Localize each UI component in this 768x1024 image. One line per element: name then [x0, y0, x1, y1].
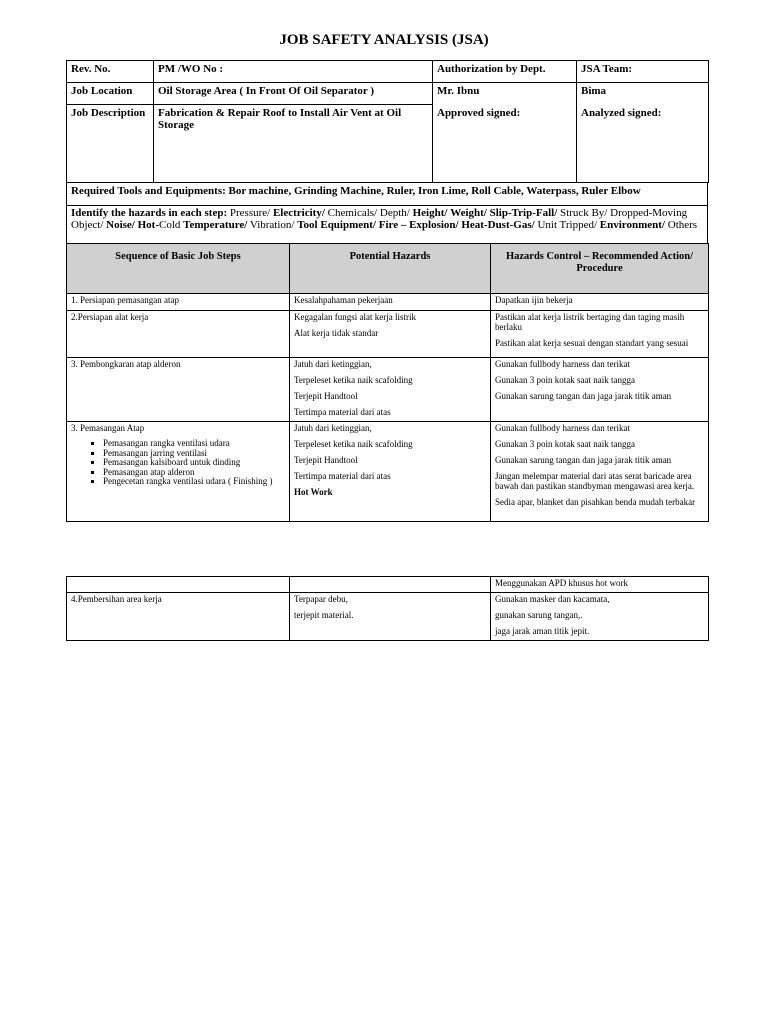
hazard-text: Terjepit Handtool	[294, 391, 358, 401]
list-item: ▪ Pemasangan kalsiboard untuk dinding	[103, 458, 285, 468]
approved-label: Approved signed:	[433, 105, 577, 183]
step-cell	[67, 577, 290, 593]
step-cell: 2.Persiapan alat kerja	[67, 311, 290, 358]
continuation-table	[66, 576, 709, 641]
rev-no-label: Rev. No.	[67, 61, 154, 83]
control-text: Pastikan alat kerja listrik bertaging dan taging masih berlaku	[495, 312, 685, 332]
job-location-value: Oil Storage Area ( In Front Of Oil Separator )	[154, 83, 433, 105]
step-cell: 3. Pembongkaran atap alderon	[67, 358, 290, 422]
control-text: gunakan sarung tangan,.	[495, 610, 583, 620]
hazard-keyword: Dropped-Moving Object/	[71, 207, 688, 231]
control-text: Gunakan fullbody harness dan terikat	[495, 423, 630, 433]
table-row	[67, 294, 709, 311]
job-desc-value: Fabrication & Repair Roof to Install Air Vent at Oil Storage	[154, 105, 433, 183]
hazard-text: Kegagalan fungsi alat kerja listrik	[294, 312, 416, 322]
page-title: JOB SAFETY ANALYSIS (JSA)	[279, 32, 489, 48]
table-row	[67, 311, 709, 358]
list-item: ▪ Pengecetan rangka ventilasi udara ( Finishing )	[103, 477, 285, 487]
hazard-text: Tertimpa material dari atas	[294, 471, 391, 481]
control-text: Pastikan alat kerja sesuai dengan standart yang sesuai	[495, 338, 689, 348]
hazard-keyword: Chemicals/	[327, 207, 378, 219]
hazard-keyword: Hot-	[137, 219, 160, 231]
hazards-identify-table	[66, 205, 708, 244]
control-text: Gunakan sarung tangan dan jaga jarak titik aman	[495, 455, 672, 465]
hazard-keyword: Temperature/	[183, 219, 248, 231]
hazard-keyword: Fire – Explosion/	[378, 219, 459, 231]
hazard-text: Terjepit Handtool	[294, 455, 358, 465]
hazard-text: Jatuh dari ketinggian,	[294, 423, 372, 433]
step-cell: 1. Persiapan pemasangan atap	[67, 294, 290, 311]
hazard-text: Jatuh dari ketinggian,	[294, 359, 372, 369]
table-row	[67, 577, 709, 593]
hazards-cell	[290, 422, 491, 522]
hazard-keyword: Vibration/	[249, 219, 295, 231]
hazard-keyword: Environment/	[599, 219, 665, 231]
analyzed-label: Analyzed signed:	[577, 105, 709, 183]
hazards-identify-cell	[67, 206, 708, 244]
hazard-hot-work: Hot Work	[294, 487, 333, 497]
hazards-cell	[290, 294, 491, 311]
col-header-hazards: Potential Hazards	[290, 244, 491, 294]
hazard-text: Terpeleset ketika naik scafolding	[294, 439, 413, 449]
controls-cell	[491, 311, 709, 358]
hazards-cell	[290, 593, 491, 641]
control-text: Gunakan sarung tangan dan jaga jarak titik aman	[495, 391, 672, 401]
hazard-keyword: Struck By/	[560, 207, 608, 219]
tools-text: Required Tools and Equipments: Bor machine, Grinding Machine, Ruler, Iron Lime, Roll Cable, Waterpass, Ruler Elbow	[67, 183, 708, 206]
auth-label: Authorization by Dept.	[433, 61, 577, 83]
controls-cell	[491, 593, 709, 641]
list-item: ▪ Pemasangan atap alderon	[103, 468, 285, 478]
hazard-text: Kesalahpahaman pekerjaan	[294, 295, 393, 305]
hazard-text: Terpapar debu,	[294, 594, 348, 604]
jsa-team-value: Bima	[577, 83, 709, 105]
controls-cell	[491, 358, 709, 422]
controls-cell: Menggunakan APD khusus hot work	[491, 577, 709, 593]
hazards-cell	[290, 358, 491, 422]
job-steps-table	[66, 243, 709, 522]
hazard-keyword: Tool Equipment/	[297, 219, 376, 231]
list-item: ▪ Pemasangan rangka ventilasi udara	[103, 439, 285, 449]
hazard-keyword: Weight/	[450, 207, 487, 219]
job-desc-label: Job Description	[67, 105, 154, 183]
control-text: Gunakan 3 poin kotak saat naik tangga	[495, 375, 635, 385]
auth-value: Mr. Ibnu	[433, 83, 577, 105]
hazards-identify-label: Identify the hazards in each step:	[71, 207, 228, 219]
job-location-label: Job Location	[67, 83, 154, 105]
hazard-keyword: Depth/	[379, 207, 410, 219]
control-text: Dapatkan ijin bekerja	[495, 295, 573, 305]
hazard-keyword: Noise/	[106, 219, 135, 231]
header-table	[66, 60, 709, 183]
hazard-keyword: Electricity/	[272, 207, 325, 219]
step-title: 3. Pemasangan Atap	[71, 423, 145, 433]
hazard-keyword: Height/	[412, 207, 448, 219]
hazards-cell	[290, 311, 491, 358]
table-row	[67, 358, 709, 422]
hazard-text: Alat kerja tidak standar	[294, 328, 379, 338]
controls-cell	[491, 294, 709, 311]
hazard-keyword: Others	[667, 219, 698, 231]
control-text: Sedia apar, blanket dan pisahkan benda mudah terbakar	[495, 497, 696, 507]
hazard-keyword: Cold	[159, 219, 181, 231]
list-item: ▪ Pemasangan jarring ventilasi	[103, 449, 285, 459]
hazard-text: terjepit material.	[294, 610, 354, 620]
jsa-team-label: JSA Team:	[577, 61, 709, 83]
control-text: Jangan melempar material dari atas serat baricade area bawah dan pastikan standbyman mengawasi area kerja.	[495, 471, 695, 491]
tools-table	[66, 182, 708, 206]
pm-wo-label: PM /WO No :	[154, 61, 433, 83]
hazard-keyword: Pressure/	[229, 207, 271, 219]
hazard-keyword: Slip-Trip-Fall/	[489, 207, 558, 219]
table-row	[67, 422, 709, 522]
control-text: Gunakan masker dan kacamata,	[495, 594, 610, 604]
control-text: jaga jarak aman titik jepit.	[495, 626, 590, 636]
step-cell: 4.Pembersihan area kerja	[67, 593, 290, 641]
hazard-text: Tertimpa material dari atas	[294, 407, 391, 417]
control-text: Gunakan fullbody harness dan terikat	[495, 359, 630, 369]
hazard-text: Terpeleset ketika naik scafolding	[294, 375, 413, 385]
hazard-keyword: Unit Tripped/	[537, 219, 598, 231]
controls-cell	[491, 422, 709, 522]
col-header-controls: Hazards Control – Recommended Action/ Procedure	[491, 244, 709, 294]
step-cell	[67, 422, 290, 522]
col-header-steps: Sequence of Basic Job Steps	[67, 244, 290, 294]
control-text: Gunakan 3 poin kotak saat naik tangga	[495, 439, 635, 449]
step-bullet-list	[71, 439, 285, 487]
hazard-keyword: Heat-Dust-Gas/	[461, 219, 535, 231]
hazards-cell	[290, 577, 491, 593]
table-row	[67, 593, 709, 641]
